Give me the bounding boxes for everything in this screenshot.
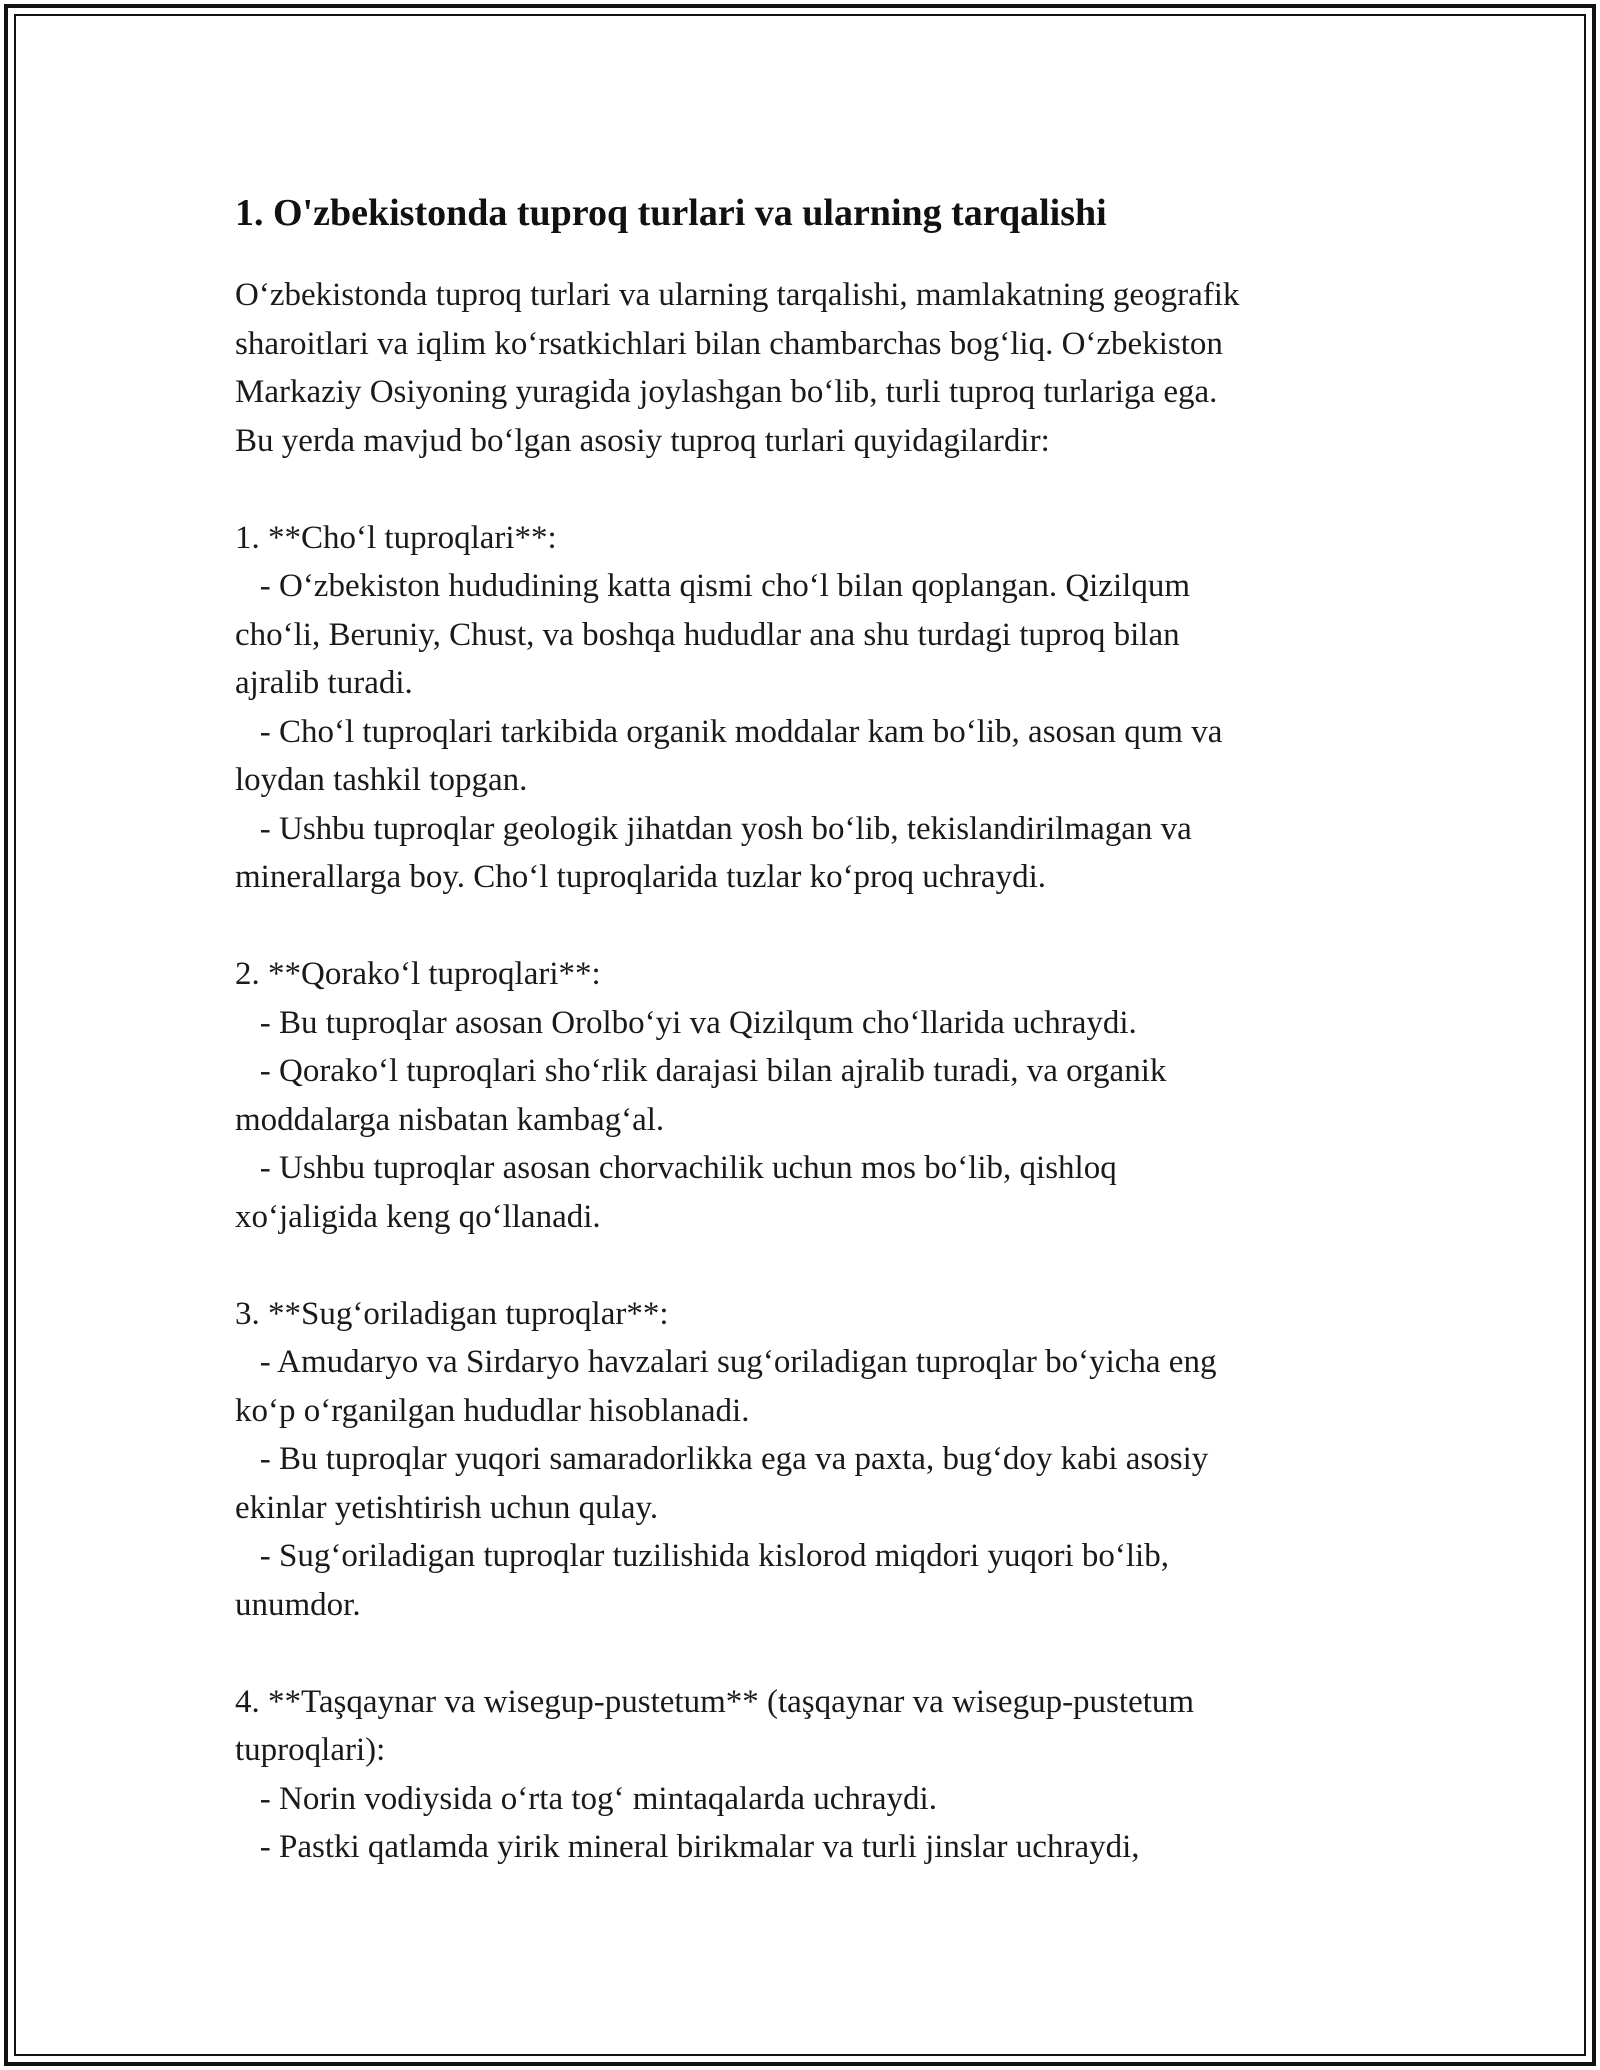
section-line: - Cho‘l tuproqlari tarkibida organik moddalar kam bo‘lib, asosan qum va: [235, 713, 1223, 750]
section-line: - Bu tuproqlar yuqori samaradorlikka ega va paxta, bug‘doy kabi asosiy: [235, 1441, 1209, 1477]
section-line: - Amudaryo va Sirdaryo havzalari sug‘oriladigan tuproqlar bo‘yicha eng: [235, 1344, 1217, 1380]
section-line: ajralib turadi.: [235, 665, 413, 701]
section-line: - Ushbu tuproqlar asosan chorvachilik uchun mos bo‘lib, qishloq: [235, 1150, 1117, 1186]
section-line: ekinlar yetishtirish uchun qulay.: [235, 1489, 659, 1526]
section-line: - O‘zbekiston hududining katta qismi cho‘l bilan qoplangan. Qizilqum: [235, 568, 1191, 604]
spacer: [235, 1241, 1375, 1290]
spacer: [235, 465, 1375, 514]
intro-line: Bu yerda mavjud bo‘lgan asosiy tuproq turlari quyidagilardir:: [235, 422, 1050, 459]
section-line: loydan tashkil topgan.: [235, 762, 528, 798]
document-title: 1. O'zbekistonda tuproq turlari va ularning tarqalishi: [235, 192, 1107, 234]
section-sugoriladigan-tuproqlar: [235, 1290, 1375, 1630]
section-line: - Bu tuproqlar asosan Orolbo‘yi va Qizilqum cho‘llarida uchraydi.: [235, 1004, 1137, 1041]
section-heading: 1. **Cho‘l tuproqlari**:: [235, 519, 557, 556]
section-line: minerallarga boy. Cho‘l tuproqlarida tuzlar ko‘proq uchraydi.: [235, 859, 1046, 895]
section-heading: 2. **Qorako‘l tuproqlari**:: [235, 956, 601, 992]
intro-paragraph: [235, 271, 1375, 465]
section-line: tuproqlari):: [235, 1732, 386, 1768]
section-line: moddalarga nisbatan kambag‘al.: [235, 1101, 665, 1138]
section-heading: 4. **Taşqaynar va wisegup-pustetum** (taşqaynar va wisegup-pustetum: [235, 1683, 1195, 1720]
section-qorakol-tuproqlari: [235, 950, 1375, 1241]
section-chol-tuproqlari: [235, 514, 1375, 902]
section-line: - Ushbu tuproqlar geologik jihatdan yosh bo‘lib, tekislandirilmagan va: [235, 810, 1192, 847]
section-line: - Sug‘oriladigan tuproqlar tuzilishida kislorod miqdori yuqori bo‘lib,: [235, 1538, 1169, 1574]
intro-line: Markaziy Osiyoning yuragida joylashgan bo‘lib, turli tuproq turlariga ega.: [235, 374, 1218, 410]
section-line: - Pastki qatlamda yirik mineral birikmalar va turli jinslar uchraydi,: [235, 1829, 1140, 1865]
section-line: ko‘p o‘rganilgan hududlar hisoblanadi.: [235, 1392, 750, 1429]
intro-line: sharoitlari va iqlim ko‘rsatkichlari bilan chambarchas bog‘liq. O‘zbekiston: [235, 325, 1223, 362]
section-line: xo‘jaligida keng qo‘llanadi.: [235, 1198, 601, 1235]
section-line: unumdor.: [235, 1586, 361, 1623]
section-heading: 3. **Sug‘oriladigan tuproqlar**:: [235, 1295, 669, 1332]
section-line: cho‘li, Beruniy, Chust, va boshqa hududlar ana shu turdagi tuproq bilan: [235, 616, 1180, 653]
section-line: - Norin vodiysida o‘rta tog‘ mintaqalarda uchraydi.: [235, 1780, 937, 1817]
section-line: - Qorako‘l tuproqlari sho‘rlik darajasi bilan ajralib turadi, va organik: [235, 1053, 1167, 1089]
section-tasqaynar: [235, 1678, 1375, 1872]
spacer: [235, 902, 1375, 951]
intro-line: O‘zbekistonda tuproq turlari va ularning tarqalishi, mamlakatning geografik: [235, 277, 1240, 313]
document-body: [235, 185, 1375, 1872]
spacer: [235, 1629, 1375, 1678]
